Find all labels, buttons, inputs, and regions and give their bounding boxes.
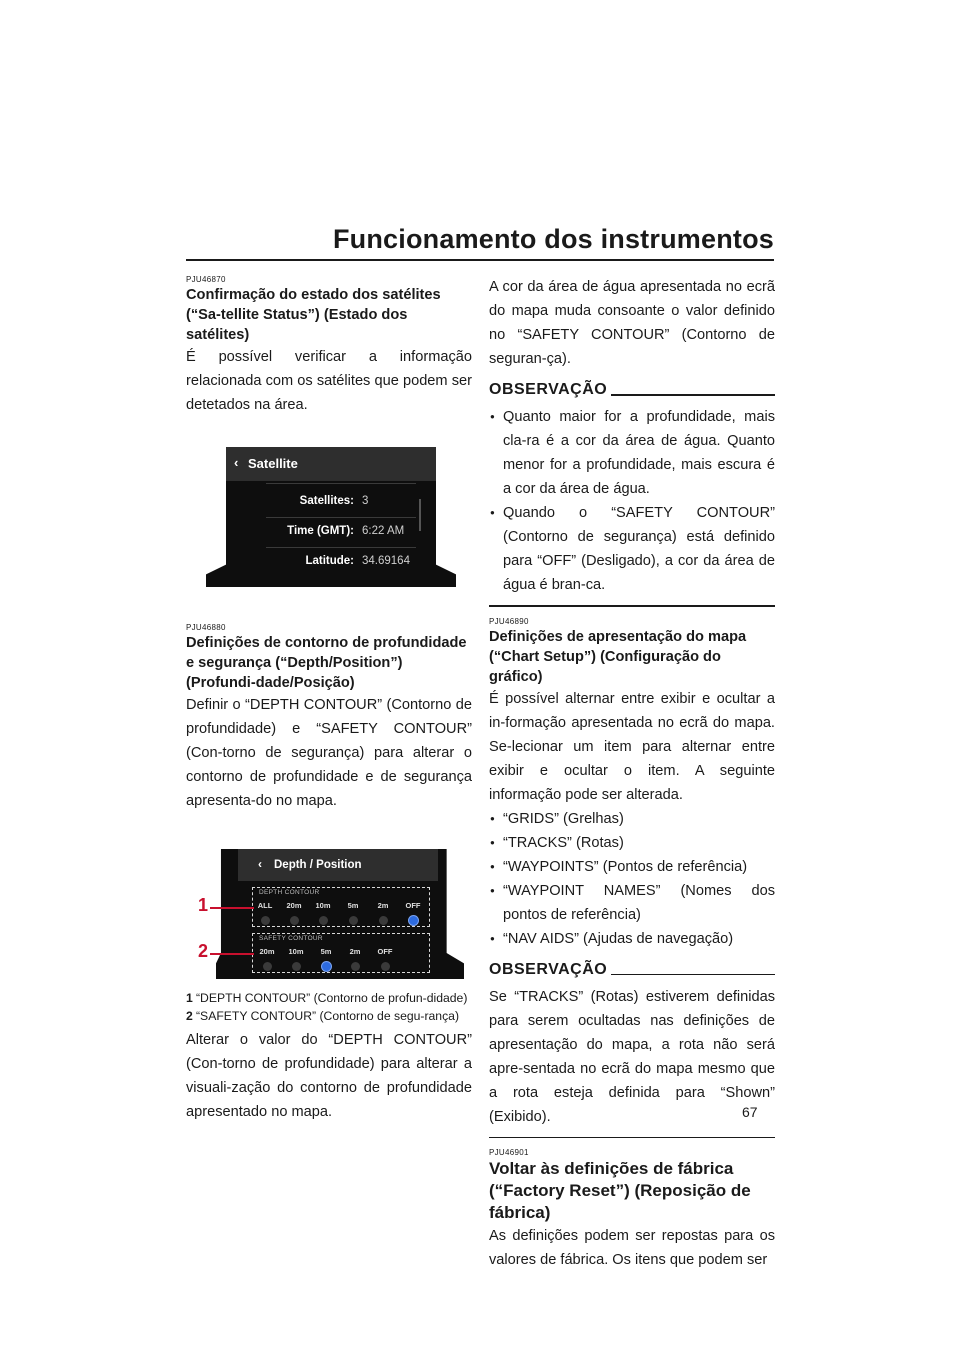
right-column: [489, 275, 775, 1272]
safety-option-label: 20m: [259, 947, 275, 956]
note-title: OBSERVAÇÃO: [489, 381, 608, 398]
divider: [489, 1137, 775, 1139]
note-bullets: [489, 405, 775, 597]
depth-option-radio[interactable]: [261, 916, 270, 925]
callout-line: [210, 953, 254, 955]
safety-option-radio[interactable]: [263, 962, 272, 971]
list-item: ● “GRIDS” (Grelhas): [489, 807, 775, 831]
safety-option-label: OFF: [377, 947, 393, 956]
list-item: ● Quando o “SAFETY CONTOUR” (Contorno de segurança) está definido para “OFF” (Desligado), a cor da área de água é bran-ca.: [489, 501, 775, 597]
legend-number: 2: [186, 1009, 193, 1023]
note-title: OBSERVAÇÃO: [489, 960, 608, 978]
depth-option-radio[interactable]: [349, 916, 358, 925]
section-body-satellite: É possível verificar a informação relacionada com os satélites que podem ser detetados na área.: [186, 349, 472, 413]
satellite-row-key: Time (GMT):: [287, 525, 354, 537]
list-item: ● “NAV AIDS” (Ajudas de navegação): [489, 927, 775, 951]
depth-position-screen: [186, 849, 472, 979]
page-title: Funcionamento dos instrumentos: [332, 224, 774, 254]
satellite-screen-title: Satellite: [248, 456, 298, 471]
safety-option-radio[interactable]: [292, 962, 301, 971]
section-code: PJU46870: [186, 275, 226, 284]
section-body-depth: Definir o “DEPTH CONTOUR” (Contorno de profundidade) e “SAFETY CONTOUR” (Con-torno de segurança) para alterar o contorno de profundidade e de segurança apresenta-do no mapa.: [186, 697, 472, 809]
safety-contour-label: SAFETY CONTOUR: [259, 935, 323, 942]
satellite-row-value: 34.69164: [362, 555, 410, 567]
section-title-factory-reset: Voltar às definições de fábrica (“Factory Reset”) (Reposição de fábrica): [489, 1159, 751, 1222]
section-body-factory-reset: As definições podem ser repostas para os valores de fábrica. Os itens que podem ser: [489, 1228, 775, 1268]
callout-number: 1: [198, 895, 209, 915]
divider: [489, 605, 775, 607]
list-item: ● “WAYPOINTS” (Pontos de referência): [489, 855, 775, 879]
safety-option-radio[interactable]: [381, 962, 390, 971]
depth-option-radio[interactable]: [319, 916, 328, 925]
safety-option-label: 5m: [320, 947, 332, 956]
section-title-depth: Definições de contorno de profundidade e segurança (“Depth/Position”) (Profundi-dade/Posição): [186, 635, 467, 691]
satellite-row-value: 6:22 AM: [362, 525, 405, 537]
depth-option-label: 20m: [286, 901, 302, 910]
satellite-row-key: Latitude:: [305, 555, 354, 567]
depth-option-radio-selected[interactable]: [409, 916, 418, 925]
safety-option-radio-selected[interactable]: [322, 962, 331, 971]
list-item: ● “WAYPOINT NAMES” (Nomes dos pontos de referência): [489, 879, 775, 927]
legend-row: [186, 1009, 472, 1024]
divider: [611, 974, 775, 976]
safety-option-label: 2m: [349, 947, 361, 956]
divider: [266, 517, 416, 518]
scrollbar: [419, 499, 421, 531]
legend-text: “DEPTH CONTOUR” (Contorno de profun-didade): [196, 991, 468, 1005]
page-number: 67: [742, 1104, 758, 1120]
safety-option-radio[interactable]: [351, 962, 360, 971]
satellite-screen-bar: [226, 447, 436, 481]
section-code: PJU46880: [186, 623, 226, 632]
chart-setup-items: [489, 807, 775, 951]
section-title-chart-setup: Definições de apresentação do mapa (“Chart Setup”) (Configuração do gráfico): [489, 628, 747, 685]
intro-paragraph: A cor da área de água apresentada no ecrã do mapa muda consoante o valor definido no “SAFETY CONTOUR” (Contorno de seguran-ça).: [489, 279, 775, 367]
satellite-row-key: Satellites:: [299, 495, 354, 507]
depth-option-radio[interactable]: [290, 916, 299, 925]
left-column: [186, 275, 472, 1124]
depth-option-label: 2m: [377, 901, 389, 910]
callout-number: 2: [198, 941, 209, 961]
note-body: Se “TRACKS” (Rotas) estiverem definidas para serem ocultadas nas definições de apresentação do mapa, a rota não será apre-sentada no ecrã do mapa mesmo que a rota esteja definida para “Shown” (Exibido).: [489, 988, 775, 1125]
depth-screen-bar: [238, 849, 438, 881]
list-item: ● Quanto maior for a profundidade, mais cla-ra é a cor da área de água. Quanto menor for a profundidade, mais escura é a cor da área de água.: [489, 405, 775, 501]
callout-line: [210, 907, 254, 909]
section-title-satellite: Confirmação do estado dos satélites (“Sa-tellite Status”) (Estado dos satélites): [186, 287, 441, 343]
depth-screen-title: Depth / Position: [274, 859, 362, 871]
depth-option-label: ALL: [257, 901, 273, 910]
section-code: PJU46890: [489, 616, 529, 626]
depth-option-radio[interactable]: [379, 916, 388, 925]
divider: [266, 547, 416, 548]
legend-number: 1: [186, 991, 193, 1005]
section-body-chart-setup: É possível alternar entre exibir e ocultar a in-formação apresentada no ecrã do mapa. Se-lecionar um item para alternar entre exibir e ocultar o item. A seguinte informação pode ser alterada.: [489, 690, 775, 803]
legend-row: [186, 991, 472, 1006]
depth-contour-group: [252, 887, 430, 927]
chevron-left-icon: ‹: [258, 857, 262, 871]
satellite-screen: [206, 447, 456, 587]
depth-option-label: 10m: [315, 901, 331, 910]
depth-after-text: Alterar o valor do “DEPTH CONTOUR” (Con-torno de profundidade) para alterar a visuali-zação do contorno de profundidade apresentado no mapa.: [186, 1032, 472, 1120]
depth-option-label: OFF: [405, 901, 421, 910]
section-code: PJU46901: [489, 1148, 529, 1157]
list-item: ● “TRACKS” (Rotas): [489, 831, 775, 855]
safety-option-label: 10m: [288, 947, 304, 956]
note-heading: [489, 381, 775, 399]
chevron-left-icon: ‹: [234, 455, 239, 470]
figure-legend: [186, 991, 472, 1024]
page-header: [186, 224, 774, 261]
safety-contour-group: [252, 933, 430, 973]
depth-option-label: 5m: [347, 901, 359, 910]
depth-contour-label: DEPTH CONTOUR: [259, 889, 320, 896]
legend-text: “SAFETY CONTOUR” (Contorno de segu-rança): [196, 1009, 460, 1023]
note-heading: [489, 961, 775, 979]
divider: [266, 483, 416, 484]
divider: [611, 394, 775, 396]
satellite-row-value: 3: [362, 495, 369, 507]
